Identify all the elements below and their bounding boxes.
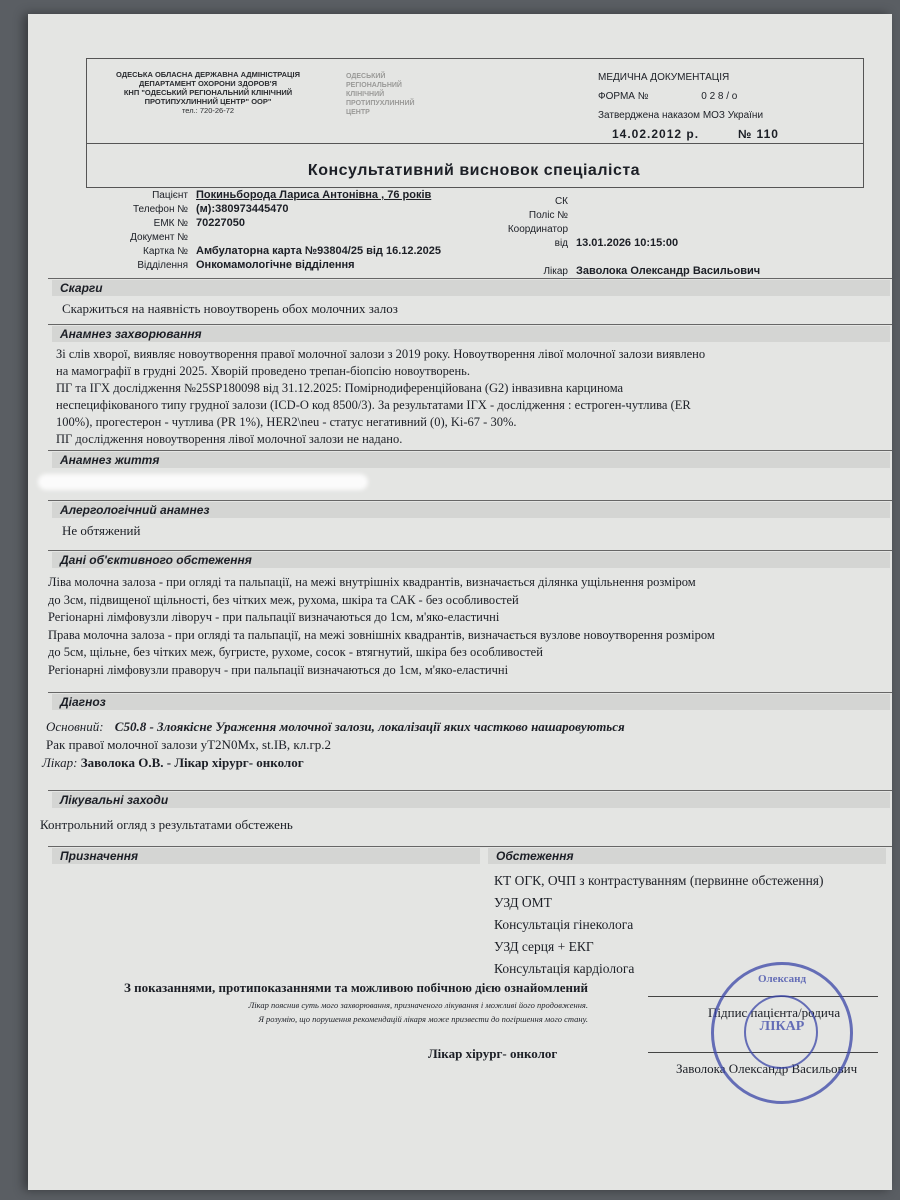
org-line: ОДЕСЬКА ОБЛАСНА ДЕРЖАВНА АДМІНІСТРАЦІЯ <box>116 70 300 79</box>
form-number <box>598 87 868 106</box>
exam-item: КТ ОГК, ОЧП з контрастуванням (первинне обстеження) <box>494 873 824 888</box>
doctor-title: Лікар хірург- онколог <box>428 1046 558 1061</box>
divider <box>48 324 892 325</box>
diagnosis-main <box>46 718 625 735</box>
anamnesis-life-heading: Анамнез життя <box>52 452 890 468</box>
allergy-text: Не обтяжений <box>62 523 141 538</box>
text-line: Зі слів хворої, виявляє новоутворення правої молочної залози з 2019 року. Новоутворення лівої молочної залози виявлено <box>56 347 706 361</box>
consent-heading: З показаннями, протипоказаннями та можливою побічною дією ознайомлений <box>124 980 588 995</box>
patient-label: Пацієнт <box>152 190 188 201</box>
med-doc-label: МЕДИЧНА ДОКУМЕНТАЦІЯ <box>598 72 730 83</box>
allergy-heading: Алергологічний анамнез <box>52 502 890 518</box>
department-label: Відділення <box>137 260 188 271</box>
department-value: Онкомамологічне відділення <box>196 259 355 271</box>
doctor-stamp <box>711 962 853 1104</box>
form-info <box>598 68 868 145</box>
text-line: 100%), прогестерон - чутлива (PR 1%), HER2\neu - статус негативний (0), Ki-67 - 30%. <box>56 415 517 429</box>
form-label: ФОРМА № <box>598 91 649 102</box>
stamp-line: ПРОТИПУХЛИННИЙ <box>346 100 415 107</box>
from-label: від <box>554 238 568 249</box>
exams-heading: Обстеження <box>488 848 886 864</box>
text-line: Права молочна залоза - при огляді та пальпації, на межі зовнішніх квадрантів, визначається вузлове новоутворення розміром <box>48 627 715 642</box>
sk-label: СК <box>554 196 568 207</box>
divider <box>48 846 892 847</box>
organization-block <box>88 70 328 115</box>
treatment-heading: Лікувальні заходи <box>52 792 890 808</box>
text-line: Ліва молочна залоза - при огляді та пальпації, на межі внутрішніх квадрантів, визначається ділянка ущільнення розміром <box>48 575 696 589</box>
text-line: Регіонарні лімфовузли праворуч - при пальпації визначаються до 1см, м'яко-еластичні <box>48 662 509 677</box>
text-line: ПГ дослідження новоутворення лівої молочної залози не надано. <box>56 432 403 446</box>
document-label: Документ № <box>130 232 188 243</box>
doctor-label: Лікар <box>543 266 568 277</box>
org-line: ДЕПАРТАМЕНТ ОХОРОНИ ЗДОРОВ'Я <box>139 79 277 88</box>
diagnosis-main-label: Основний: <box>46 719 104 734</box>
diagnosis-doctor <box>42 754 304 771</box>
document-title: Консультативний висновок спеціаліста <box>307 162 641 179</box>
stamp-line: РЕГІОНАЛЬНИЙ <box>346 82 402 89</box>
stamp-text: ЛІКАР <box>759 1019 805 1034</box>
text-line: неспецифікованого типу грудної залози (ICD-O код 8500/3). За результатами ІГХ - дослідження : естроген-чутлива (ER <box>56 398 691 412</box>
faded-stamp-text <box>346 72 456 117</box>
anamnesis-disease-heading: Анамнез захворювання <box>52 326 890 342</box>
phone-value: (м):380973445470 <box>196 203 289 215</box>
text-line: до 5см, щільне, без чітких меж, бугристе, рухоме, сосок - втягнутий, шкіра без особливостей <box>48 645 543 659</box>
form-value: 0 2 8 / о <box>701 91 738 102</box>
document-page <box>28 14 892 1190</box>
phone-label: Телефон № <box>133 204 188 215</box>
complaints-heading: Скарги <box>52 280 890 296</box>
card-label: Картка № <box>143 246 188 257</box>
org-line: КНП "ОДЕСЬКИЙ РЕГІОНАЛЬНИЙ КЛІНІЧНИЙ <box>123 88 293 97</box>
text-line: на мамографії в грудні 2025. Хворій проведено трепан-біопсію новоутворень. <box>56 364 470 378</box>
org-line: ПРОТИПУХЛИННИЙ ЦЕНТР" ООР" <box>144 97 272 106</box>
order-number: № 110 <box>737 127 779 141</box>
objective-text <box>48 574 884 679</box>
divider <box>48 692 892 693</box>
patient-signature-label: Підпис пацієнта/родича <box>708 1005 841 1020</box>
divider <box>48 790 892 791</box>
diagnosis-doctor-label: Лікар: <box>42 755 78 770</box>
diagnosis-detail: Рак правої молочної залози уT2N0Mx, st.IB, кл.гр.2 <box>46 737 332 752</box>
redacted-text <box>38 474 368 490</box>
consent-line-2: Я розумію, що порушення рекомендацій лікаря може призвести до погіршення мого стану. <box>258 1014 588 1024</box>
divider <box>48 450 892 451</box>
exam-item: Консультація кардіолога <box>494 961 635 976</box>
diagnosis-doctor-value: Заволока О.В. - Лікар хірург- онколог <box>80 755 304 770</box>
approved-label: Затверджена наказом МОЗ України <box>598 110 764 121</box>
emk-label: ЕМК № <box>153 218 188 229</box>
doctor-name: Заволока Олександр Васильович <box>676 1061 858 1076</box>
exam-item: УЗД ОМТ <box>494 895 552 910</box>
stamp-ring-text: Олександ <box>757 973 807 985</box>
text-line: до 3см, підвищеної щільності, без чітких меж, рухома, шкіра та САК - без особливостей <box>48 592 519 607</box>
treatment-text: Контрольний огляд з результатами обстежень <box>40 817 293 832</box>
patient-value: Покиньборода Лариса Антонівна , 76 років <box>196 189 432 201</box>
exam-item: УЗД серця + ЕКГ <box>494 939 594 954</box>
from-value: 13.01.2026 10:15:00 <box>576 237 679 249</box>
card-value: Амбулаторна карта №93804/25 від 16.12.2025 <box>196 245 442 257</box>
org-phone: тел.: 720-26-72 <box>181 106 235 115</box>
diagnosis-main-value: C50.8 - Злоякісне Ураження молочної залози, локалізації яких частково нашаровуються <box>114 719 625 734</box>
objective-heading: Дані об'єктивного обстеження <box>52 552 890 568</box>
doctor-value: Заволока Олександр Васильович <box>576 265 761 277</box>
complaints-text: Скаржиться на наявність новоутворень обох молочних залоз <box>62 301 398 316</box>
anamnesis-disease-text <box>56 346 884 448</box>
divider <box>48 500 892 501</box>
consent-line-1: Лікар пояснив суть мого захворювання, призначеного лікування і можливі його продовження. <box>248 1000 588 1010</box>
stamp-line: ЦЕНТР <box>346 109 370 116</box>
policy-label: Поліс № <box>528 210 568 221</box>
text-line: Регіонарні лімфовузли ліворуч - при пальпації визначаються до 1см, м'яко-еластичні <box>48 610 500 624</box>
text-line: ПГ та ІГХ дослідження №25SP180098 від 31.12.2025: Помірнодиференційована (G2) інвазивна карцинома <box>56 381 624 395</box>
stamp-line: КЛІНІЧНИЙ <box>346 91 385 98</box>
emk-value: 70227050 <box>196 217 245 229</box>
prescriptions-heading: Призначення <box>52 848 480 864</box>
exam-item: Консультація гінеколога <box>494 917 634 932</box>
divider <box>48 550 892 551</box>
divider <box>48 278 892 279</box>
approval-date: 14.02.2012 р. <box>612 127 700 141</box>
diagnosis-heading: Діагноз <box>52 694 890 710</box>
stamp-line: ОДЕСЬКИЙ <box>346 73 386 80</box>
approval-date-row <box>598 125 868 145</box>
coordinator-label: Координатор <box>507 224 568 235</box>
